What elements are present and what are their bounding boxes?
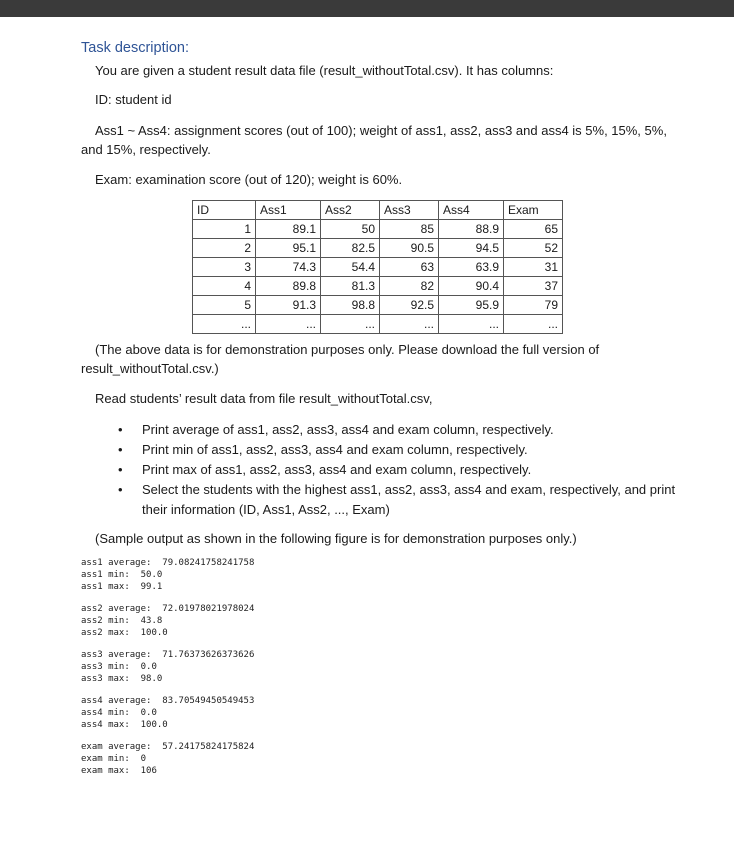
intro-text: You are given a student result data file (result_withoutTotal.csv). It has columns: bbox=[95, 63, 554, 78]
table-cell: 54.4 bbox=[321, 258, 380, 277]
table-cell: 74.3 bbox=[256, 258, 321, 277]
table-cell: ... bbox=[380, 315, 439, 334]
demo-note-line1: (The above data is for demonstration purposes only. Please download the full version of bbox=[95, 342, 600, 357]
column-exam-desc: Exam: examination score (out of 120); weight is 60%. bbox=[95, 172, 403, 187]
table-cell: 89.8 bbox=[256, 277, 321, 296]
header-ass1: Ass1 bbox=[256, 201, 321, 220]
table-cell: 92.5 bbox=[380, 296, 439, 315]
table-cell: 95.9 bbox=[439, 296, 504, 315]
column-ass-desc-line2: and 15%, respectively. bbox=[81, 142, 211, 157]
task-bullet-list bbox=[118, 420, 678, 520]
table-cell: 3 bbox=[193, 258, 256, 277]
task-heading: Task description: bbox=[81, 40, 189, 56]
sample-output-note: (Sample output as shown in the following figure is for demonstration purposes only.) bbox=[95, 531, 577, 546]
table-cell: 85 bbox=[380, 220, 439, 239]
table-cell: ... bbox=[193, 315, 256, 334]
bullet-icon: • bbox=[118, 422, 123, 437]
table-cell: ... bbox=[439, 315, 504, 334]
table-cell: 82.5 bbox=[321, 239, 380, 258]
table-cell: 63 bbox=[380, 258, 439, 277]
read-instruction: Read students’ result data from file result_withoutTotal.csv, bbox=[95, 391, 433, 406]
bullet-icon: • bbox=[118, 482, 123, 497]
console-block-exam: exam average: 57.24175824175824 exam min: 0 exam max: 106 bbox=[81, 742, 255, 776]
table-cell: 95.1 bbox=[256, 239, 321, 258]
console-block-ass2: ass2 average: 72.01978021978024 ass2 min: 43.8 ass2 max: 100.0 bbox=[81, 604, 255, 638]
table-row bbox=[193, 258, 563, 277]
table-row bbox=[193, 277, 563, 296]
table-cell: 52 bbox=[504, 239, 563, 258]
table-cell: 63.9 bbox=[439, 258, 504, 277]
header-id: ID bbox=[193, 201, 256, 220]
console-block-ass1: ass1 average: 79.08241758241758 ass1 min: 50.0 ass1 max: 99.1 bbox=[81, 558, 255, 592]
table-cell: 65 bbox=[504, 220, 563, 239]
table-cell: 98.8 bbox=[321, 296, 380, 315]
table-cell: 91.3 bbox=[256, 296, 321, 315]
header-ass4: Ass4 bbox=[439, 201, 504, 220]
demo-note-line2: result_withoutTotal.csv.) bbox=[81, 361, 219, 376]
column-id-desc: ID: student id bbox=[95, 92, 172, 107]
table-cell: 79 bbox=[504, 296, 563, 315]
table-cell: 31 bbox=[504, 258, 563, 277]
list-item: • Print average of ass1, ass2, ass3, ass4 and exam column, respectively. bbox=[118, 420, 678, 440]
console-block-ass3: ass3 average: 71.76373626373626 ass3 min: 0.0 ass3 max: 98.0 bbox=[81, 650, 255, 684]
table-cell: 81.3 bbox=[321, 277, 380, 296]
table-cell: ... bbox=[256, 315, 321, 334]
table-cell: ... bbox=[504, 315, 563, 334]
table-row bbox=[193, 315, 563, 334]
column-ass-desc-line1: Ass1 ~ Ass4: assignment scores (out of 100); weight of ass1, ass2, ass3 and ass4 is 5%, 15%, 5%, bbox=[95, 123, 667, 138]
list-item: • Print min of ass1, ass2, ass3, ass4 and exam column, respectively. bbox=[118, 440, 678, 460]
header-ass3: Ass3 bbox=[380, 201, 439, 220]
table-cell: 90.5 bbox=[380, 239, 439, 258]
table-row bbox=[193, 296, 563, 315]
table-cell: 50 bbox=[321, 220, 380, 239]
table-cell: 37 bbox=[504, 277, 563, 296]
table-header-row bbox=[193, 201, 563, 220]
list-item: • Print max of ass1, ass2, ass3, ass4 and exam column, respectively. bbox=[118, 460, 678, 480]
table-cell: 89.1 bbox=[256, 220, 321, 239]
table-cell: 4 bbox=[193, 277, 256, 296]
console-block-ass4: ass4 average: 83.70549450549453 ass4 min: 0.0 ass4 max: 100.0 bbox=[81, 696, 255, 730]
table-row bbox=[193, 239, 563, 258]
bullet-icon: • bbox=[118, 462, 123, 477]
table-cell: 1 bbox=[193, 220, 256, 239]
table-row bbox=[193, 220, 563, 239]
table-cell: 94.5 bbox=[439, 239, 504, 258]
bullet-icon: • bbox=[118, 442, 123, 457]
table-cell: ... bbox=[321, 315, 380, 334]
table-cell: 82 bbox=[380, 277, 439, 296]
list-item: • Select the students with the highest ass1, ass2, ass3, ass4 and exam, respectively, and print their information (ID, Ass1, Ass2, ..., Exam) bbox=[118, 482, 676, 517]
header-exam: Exam bbox=[504, 201, 563, 220]
table-cell: 5 bbox=[193, 296, 256, 315]
header-ass2: Ass2 bbox=[321, 201, 380, 220]
table-cell: 88.9 bbox=[439, 220, 504, 239]
table-cell: 2 bbox=[193, 239, 256, 258]
sample-data-table bbox=[192, 200, 563, 334]
table-cell: 90.4 bbox=[439, 277, 504, 296]
window-top-bar bbox=[0, 0, 734, 17]
